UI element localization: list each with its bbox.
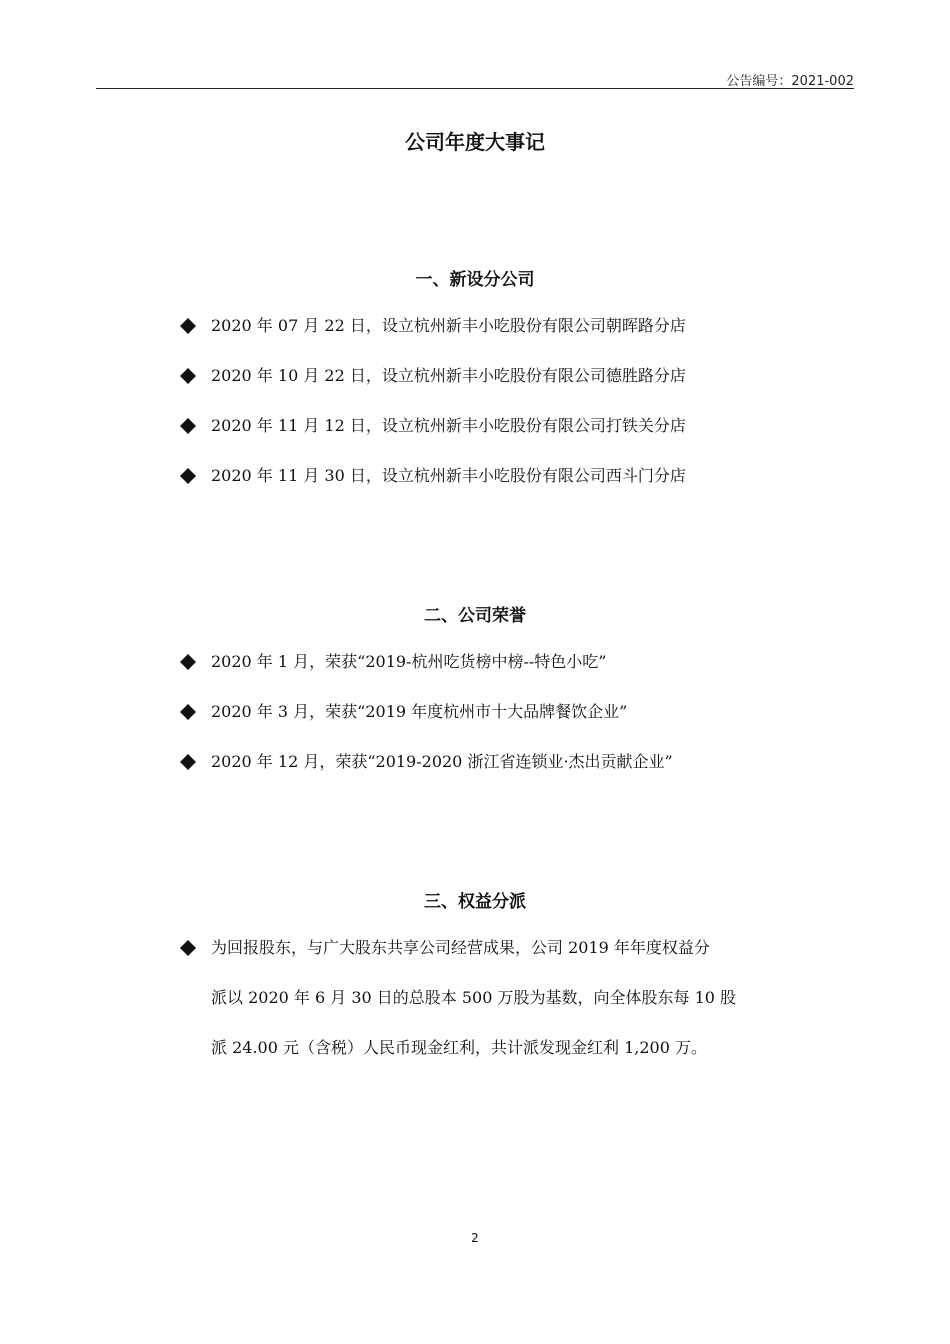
list-item-text: 2020 年 07 月 22 日，设立杭州新丰小吃股份有限公司朝晖路分店	[211, 316, 686, 335]
list-item-text: 2020 年 11 月 30 日，设立杭州新丰小吃股份有限公司西斗门分店	[211, 466, 686, 485]
list-item-text: 2020 年 10 月 22 日，设立杭州新丰小吃股份有限公司德胜路分店	[211, 366, 686, 385]
dividend-paragraph	[180, 936, 820, 1086]
paragraph-line: 为回报股东，与广大股东共享公司经营成果，公司 2019 年年度权益分	[211, 938, 710, 957]
black-diamond-icon	[180, 418, 196, 434]
paragraph-line: 派 24.00 元（含税）人民币现金红利，共计派发现金红利 1,200 万。	[211, 1038, 707, 1057]
announcement-number: 公告编号：2021-002	[726, 74, 854, 89]
paragraph-line: 派以 2020 年 6 月 30 日的总股本 500 万股为基数，向全体股东每 10 股	[211, 988, 737, 1007]
list-item	[180, 364, 820, 388]
section-heading-new-branches: 一、新设分公司	[415, 270, 535, 290]
list-item-text: 2020 年 3 月，荣获“2019 年度杭州市十大品牌餐饮企业”	[211, 702, 628, 721]
section-heading-equity-distribution: 三、权益分派	[424, 892, 526, 912]
list-item	[180, 700, 820, 724]
black-diamond-icon	[180, 368, 196, 384]
page-title: 公司年度大事记	[405, 130, 545, 154]
black-diamond-icon	[180, 318, 196, 334]
list-item-text: 2020 年 12 月，荣获“2019-2020 浙江省连锁业·杰出贡献企业”	[211, 752, 673, 771]
list-item-text: 2020 年 11 月 12 日，设立杭州新丰小吃股份有限公司打铁关分店	[211, 416, 686, 435]
black-diamond-icon	[180, 754, 196, 770]
header-divider	[96, 88, 854, 89]
black-diamond-icon	[180, 654, 196, 670]
list-item	[180, 464, 820, 488]
list-item-text: 2020 年 1 月，荣获“2019-杭州吃货榜中榜--特色小吃”	[211, 652, 607, 671]
section-heading-honors: 二、公司荣誉	[424, 606, 526, 626]
list-item	[180, 414, 820, 438]
black-diamond-icon	[180, 940, 196, 956]
list-item	[180, 314, 820, 338]
list-item	[180, 750, 820, 774]
page-number: 2	[471, 1231, 479, 1245]
black-diamond-icon	[180, 704, 196, 720]
black-diamond-icon	[180, 468, 196, 484]
list-item	[180, 650, 820, 674]
